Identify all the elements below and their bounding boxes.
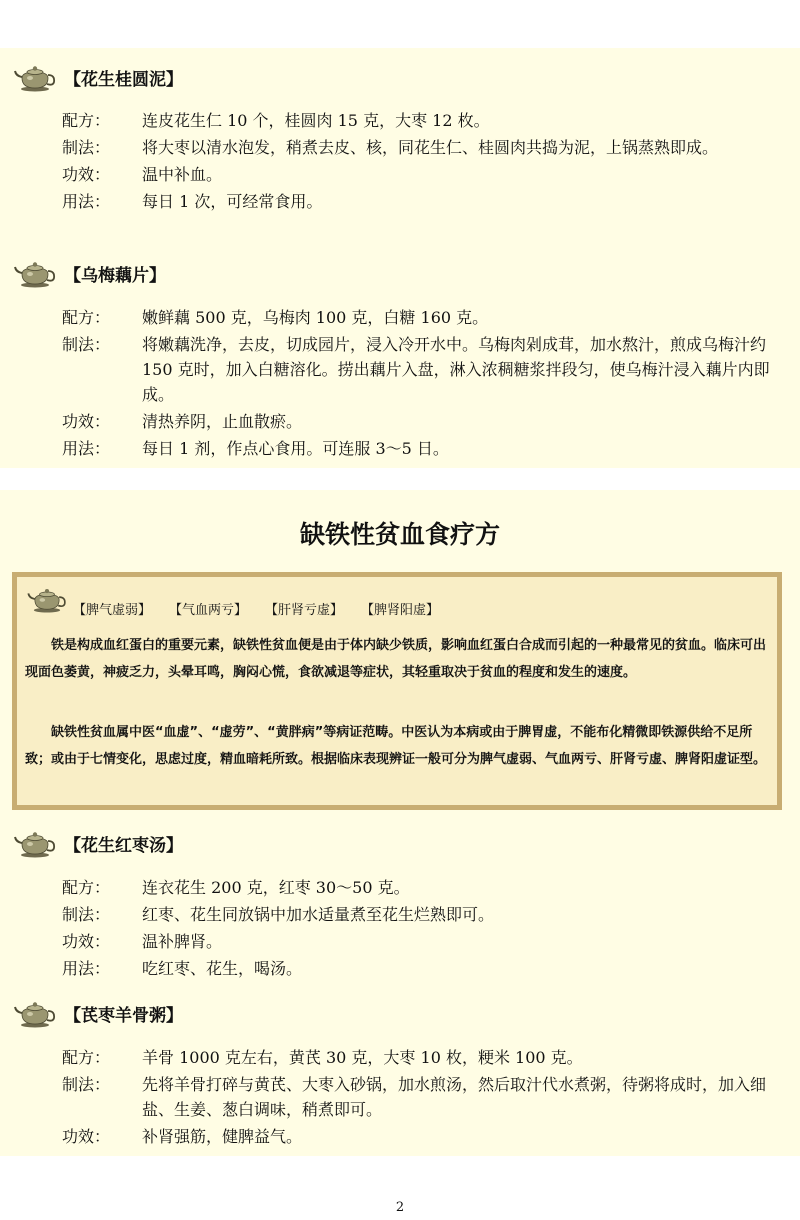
recipe-title: 【花生桂圆泥】 [64,69,183,90]
effect-text: 清热养阴，止血散瘀。 [142,412,303,431]
formula-text: 连皮花生仁 10 个，桂圆肉 15 克，大枣 12 枚。 [142,111,490,130]
intro-paragraph-1: 铁是构成血红蛋白的重要元素，缺铁性贫血便是由于体内缺少铁质，影响血红蛋白合成而引起的一种最常见的贫血。临床可出现面色萎黄，神疲乏力，头晕耳鸣，胸闷心慌，食欲减退等症状，其轻重取决于贫血的程度和发生的速度。 [25,638,767,680]
tag-spleen-qi: 【脾气虚弱】 [73,603,152,618]
effect-text: 温补脾肾。 [142,932,223,951]
recipe-title: 【花生红枣汤】 [64,835,183,856]
formula-label: 配方： [62,111,111,130]
page-number: 2 [395,1200,405,1215]
recipe-details [62,1045,787,1151]
teapot-icon [14,828,56,858]
usage-row [62,436,787,461]
tag-liver-kidney: 【肝肾亏虚】 [265,603,344,618]
usage-row [62,956,787,981]
formula-row [62,108,787,133]
effect-text: 温中补血。 [142,165,223,184]
usage-text: 吃红枣、花生，喝汤。 [142,959,303,978]
effect-row [62,409,787,434]
usage-label: 用法： [62,439,111,458]
tag-spleen-kidney: 【脾肾阳虚】 [361,603,440,618]
formula-row [62,875,787,900]
recipe-heading [14,258,166,288]
effect-label: 功效： [62,932,111,951]
recipe-heading [14,62,183,92]
effect-label: 功效： [62,1127,111,1146]
effect-row [62,1124,787,1149]
method-text: 将大枣以清水泡发，稍煮去皮、核，同花生仁、桂圆肉共捣为泥，上锅蒸熟即成。 [142,138,719,157]
formula-text: 连衣花生 200 克，红枣 30～50 克。 [142,878,410,897]
recipe-heading [14,828,183,858]
teapot-icon [27,585,67,613]
usage-text: 每日 1 次，可经常食用。 [142,192,323,211]
teapot-icon [14,258,56,288]
recipe-title: 【乌梅藕片】 [64,265,166,286]
formula-label: 配方： [62,308,111,327]
formula-text: 羊骨 1000 克左右，黄芪 30 克，大枣 10 枚，粳米 100 克。 [142,1048,583,1067]
method-row [62,902,787,927]
formula-row [62,1045,787,1070]
recipe-title: 【芪枣羊骨粥】 [64,1005,183,1026]
formula-text: 嫩鲜藕 500 克，乌梅肉 100 克，白糖 160 克。 [142,308,489,327]
effect-row [62,162,787,187]
effect-row [62,929,787,954]
effect-label: 功效： [62,412,111,431]
method-label: 制法： [62,138,111,157]
effect-text: 补肾强筋，健脾益气。 [142,1127,303,1146]
intro-box [12,572,782,810]
method-text: 先将羊骨打碎与黄芪、大枣入砂锅，加水煎汤，然后取汁代水煮粥，待粥将成时，加入细盐、生姜、葱白调味，稍煮即可。 [142,1075,767,1119]
method-row [62,135,787,160]
tag-qi-blood: 【气血两亏】 [169,603,248,618]
method-label: 制法： [62,1075,111,1094]
usage-text: 每日 1 剂，作点心食用。可连服 3～5 日。 [142,439,449,458]
section-title: 缺铁性贫血食疗方 [299,520,500,549]
recipe-heading [14,998,183,1028]
method-text: 红枣、花生同放锅中加水适量煮至花生烂熟即可。 [142,905,495,924]
method-row [62,332,787,407]
syndrome-tags [73,599,439,618]
method-text: 将嫩藕洗净，去皮，切成园片，浸入冷开水中。乌梅肉剁成茸，加水熬汁，煎成乌梅汁约 150 克时，加入白糖溶化。捞出藕片入盘，淋入浓稠糖浆拌段匀，使乌梅汁浸入藕片内即成。 [142,335,770,404]
method-label: 制法： [62,905,111,924]
recipe-details [62,875,787,983]
method-label: 制法： [62,335,111,354]
usage-label: 用法： [62,192,111,211]
formula-label: 配方： [62,878,111,897]
formula-label: 配方： [62,1048,111,1067]
usage-row [62,189,787,214]
recipe-details [62,108,787,216]
effect-label: 功效： [62,165,111,184]
method-row [62,1072,787,1122]
usage-label: 用法： [62,959,111,978]
teapot-icon [14,998,56,1028]
recipe-details [62,305,787,463]
intro-paragraph-2: 缺铁性贫血属中医“血虚”、“虚劳”、“黄胖病”等病证范畴。中医认为本病或由于脾胃虚，不能布化精微即铁源供给不足所致；或由于七情变化，思虑过度，精血暗耗所致。根据临床表现辨证一般可分为脾气虚弱、气血两亏、肝肾亏虚、脾肾阳虚证型。 [25,725,767,767]
formula-row [62,305,787,330]
teapot-icon [14,62,56,92]
